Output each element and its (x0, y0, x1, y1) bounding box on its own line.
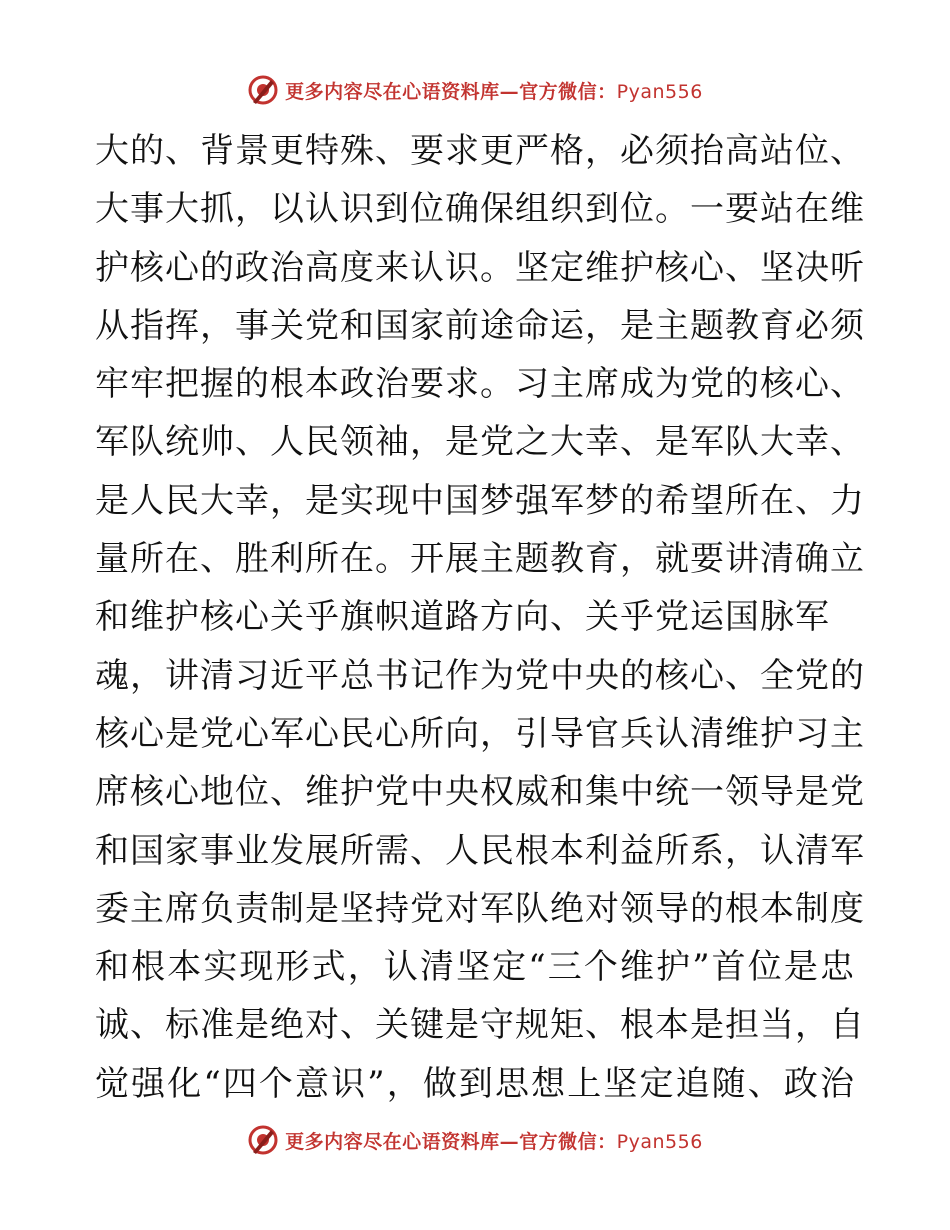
body-line: 和国家事业发展所需、人民根本利益所系，认清军 (95, 830, 865, 871)
body-line: 护核心的政治高度来认识。坚定维护核心、坚决听 (95, 247, 865, 288)
footer-watermark (0, 1120, 950, 1160)
quill-logo-icon (247, 74, 279, 106)
body-line: 量所在、胜利所在。开展主题教育，就要讲清确立 (95, 539, 865, 580)
body-line: 和维护核心关乎旗帜道路方向、关乎党运国脉军 (95, 597, 830, 638)
body-line: 觉强化“四个意识”，做到思想上坚定追随、政治 (95, 1063, 855, 1104)
body-line: 大的、背景更特殊、要求更严格，必须抬高站位、 (95, 131, 865, 171)
watermark-text: 更多内容尽在心语资料库—官方微信：Pyan556 (285, 80, 703, 103)
body-line: 和根本实现形式，认清坚定“三个维护”首位是忠 (95, 947, 855, 988)
header-watermark (0, 70, 950, 110)
body-line: 席核心地位、维护党中央权威和集中统一领导是党 (95, 772, 865, 813)
watermark-account: Pyan556 (616, 80, 703, 103)
quill-logo-icon (247, 1124, 279, 1156)
body-line: 诚、标准是绝对、关键是守规矩、根本是担当，自 (95, 1005, 865, 1046)
body-line: 大事大抓，以认识到位确保组织到位。一要站在维 (95, 189, 865, 230)
watermark-text: 更多内容尽在心语资料库—官方微信：Pyan556 (285, 1130, 703, 1153)
body-line: 是人民大幸，是实现中国梦强军梦的希望所在、力 (95, 480, 865, 521)
body-line: 从指挥，事关党和国家前途命运，是主题教育必须 (95, 305, 865, 346)
body-line: 核心是党心军心民心所向，引导官兵认清维护习主 (95, 713, 865, 754)
body-line: 牢牢把握的根本政治要求。习主席成为党的核心、 (95, 364, 865, 405)
watermark-account: Pyan556 (616, 1130, 703, 1153)
body-line: 魂，讲清习近平总书记作为党中央的核心、全党的 (95, 655, 865, 696)
body-line: 委主席负责制是坚持党对军队绝对领导的根本制度 (95, 888, 865, 929)
body-line: 军队统帅、人民领袖，是党之大幸、是军队大幸、 (95, 422, 865, 463)
document-body (95, 122, 865, 1113)
